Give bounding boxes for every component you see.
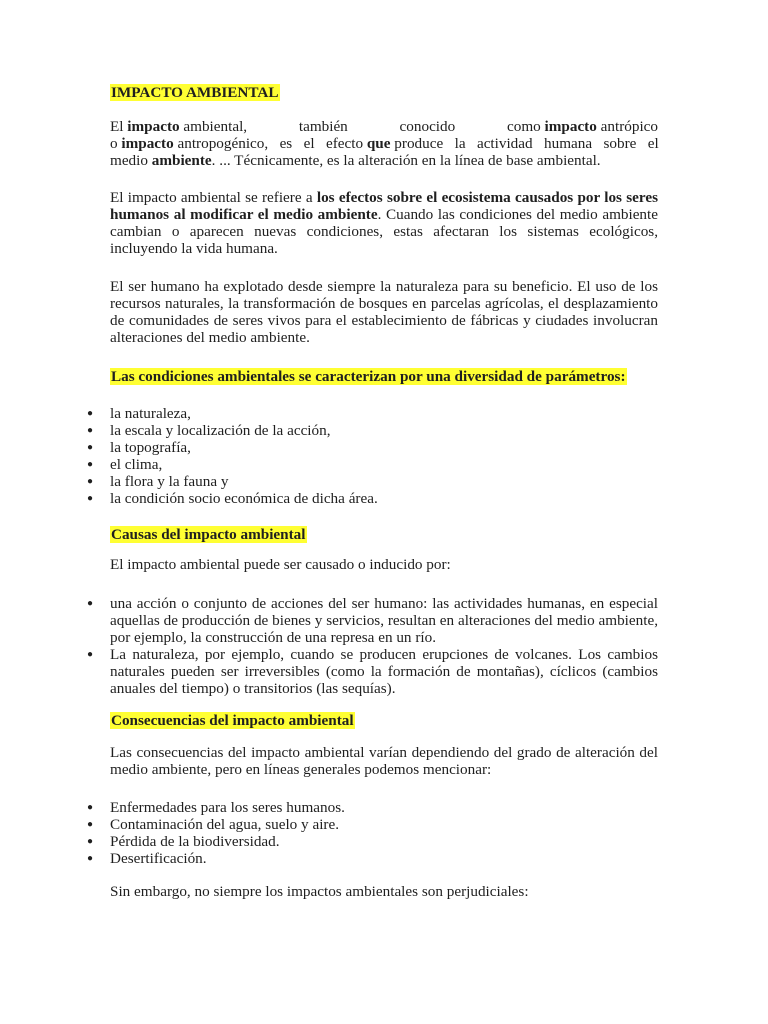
- list-item: ● la condición socio económica de dicha área.: [87, 490, 378, 507]
- list-item: ● la escala y localización de la acción,: [87, 422, 331, 439]
- paragraph-definition-line-1: El impacto ambiental, también conocido como impacto antrópico: [110, 118, 658, 135]
- list-item: ● la naturaleza,: [87, 405, 191, 422]
- list-item: ● Desertificación.: [87, 850, 207, 867]
- heading-consequences: Consecuencias del impacto ambiental: [111, 712, 354, 729]
- paragraph-closing: Sin embargo, no siempre los impactos ambientales son perjudiciales:: [110, 883, 529, 900]
- paragraph-effects: El impacto ambiental se refiere a los efectos sobre el ecosistema causados por los seres humanos al modificar el medio ambiente. Cuando las condiciones del medio ambiente cambian o aparecen nuevas condiciones, estas afectaran los sistemas ecológicos, incluyendo la vida humana.: [110, 189, 658, 257]
- heading-parameters: Las condiciones ambientales se caracterizan por una diversidad de parámetros:: [111, 368, 626, 385]
- paragraph-causes-intro: El impacto ambiental puede ser causado o inducido por:: [110, 556, 451, 573]
- paragraph-definition: [110, 118, 658, 169]
- causes-list: [0, 595, 658, 697]
- paragraph-definition-line-2: o impacto antropogénico, es el efecto que produce la actividad humana sobre el: [110, 135, 659, 152]
- list-item: ● Contaminación del agua, suelo y aire.: [87, 816, 340, 833]
- list-item: ● la topografía,: [87, 439, 191, 456]
- page-title: IMPACTO AMBIENTAL: [111, 84, 279, 101]
- list-item: ● el clima,: [87, 456, 163, 473]
- list-item: ● Pérdida de la biodiversidad.: [87, 833, 280, 850]
- paragraph-definition-line-3: medio ambiente. ... Técnicamente, es la alteración en la línea de base ambiental.: [110, 152, 601, 169]
- paragraph-consequences-intro: Las consecuencias del impacto ambiental varían dependiendo del grado de alteración del medio ambiente, pero en líneas generales podemos mencionar:: [110, 744, 658, 778]
- heading-causes: Causas del impacto ambiental: [111, 526, 306, 543]
- consequences-list: [0, 799, 658, 867]
- parameters-list: [0, 405, 658, 507]
- list-item: ● la flora y la fauna y: [87, 473, 229, 490]
- list-item: ● La naturaleza, por ejemplo, cuando se producen erupciones de volcanes. Los cambios naturales pueden ser irreversibles (como la formación de montañas), cíclicos (cambios anuales del tiempo) o transitorios (las sequías).: [87, 646, 658, 697]
- paragraph-exploitation: El ser humano ha explotado desde siempre la naturaleza para su beneficio. El uso de los recursos naturales, la transformación de bosques en parcelas agrícolas, el desplazamiento de comunidades de seres vivos para el establecimiento de fábricas y ciudades involucran alteraciones del medio ambiente.: [110, 278, 658, 346]
- list-item: ● una acción o conjunto de acciones del ser humano: las actividades humanas, en especial aquellas de producción de bienes y servicios, resultan en alteraciones del medio ambiente, por ejemplo, la construcción de una represa en un río.: [87, 595, 658, 646]
- list-item: ● Enfermedades para los seres humanos.: [87, 799, 345, 816]
